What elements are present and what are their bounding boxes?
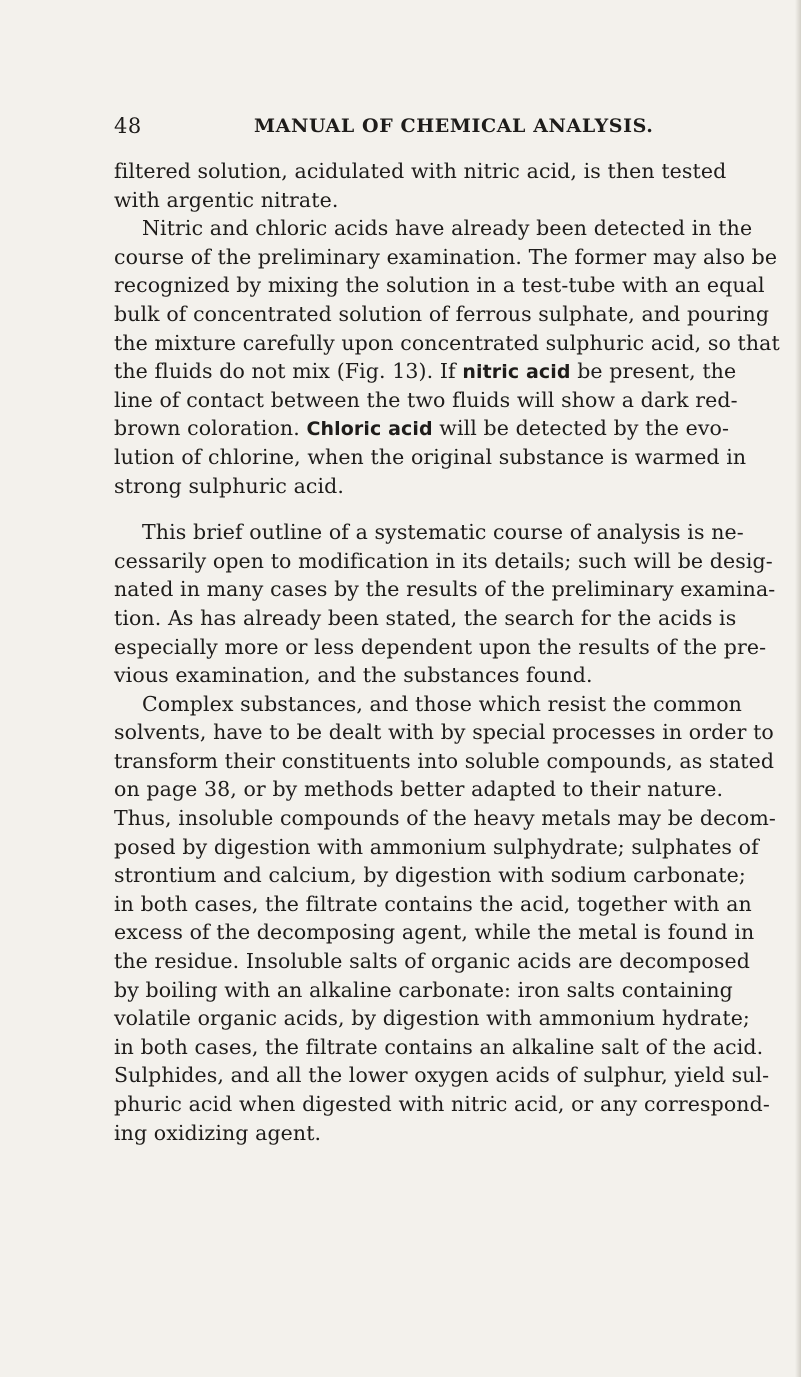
text-line-mixed (114, 357, 737, 386)
text-line: solvents, have to be dealt with by special processes in order to (114, 720, 774, 745)
text-line: Thus, insoluble compounds of the heavy metals may be decom- (114, 806, 776, 831)
text-line: in both cases, the filtrate contains the acid, together with an (114, 891, 752, 916)
text-line: vious examination, and the substances found. (114, 663, 593, 688)
page-header (114, 114, 704, 142)
text-line: the residue. Insoluble salts of organic acids are decomposed (114, 949, 750, 974)
text-line: strong sulphuric acid. (114, 473, 345, 498)
text-line: lution of chlorine, when the original substance is warmed in (114, 444, 747, 469)
paragraph-2 (114, 214, 780, 500)
text-line: This brief outline of a systematic course of analysis is ne- (142, 520, 744, 545)
text-line: recognized by mixing the solution in a test-tube with an equal (114, 273, 765, 298)
text-segment: brown coloration. (114, 416, 300, 441)
paragraph-4 (114, 690, 776, 1148)
text-segment: the fluids do not mix (Fig. 13). If (114, 359, 456, 384)
text-segment: will be detected by the evo- (439, 416, 730, 441)
body-text (114, 157, 780, 1147)
term-chloric-acid: Chloric acid (306, 418, 433, 441)
text-line-mixed (114, 414, 730, 443)
text-line: strontium and calcium, by digestion with sodium carbonate; (114, 863, 746, 888)
text-line: line of contact between the two fluids will show a dark red- (114, 387, 738, 412)
text-line: excess of the decomposing agent, while the metal is found in (114, 920, 755, 945)
text-line: transform their constituents into soluble compounds, as stated (114, 748, 775, 773)
text-line: phuric acid when digested with nitric acid, or any correspond- (114, 1092, 770, 1116)
text-line: bulk of concentrated solution of ferrous sulphate, and pouring (114, 301, 770, 326)
term-nitric-acid: nitric acid (462, 361, 571, 384)
text-line: posed by digestion with ammonium sulphydrate; sulphates of (114, 834, 759, 859)
text-line: in both cases, the filtrate contains an alkaline salt of the acid. (114, 1034, 764, 1059)
text-line: volatile organic acids, by digestion with ammonium hydrate; (114, 1006, 750, 1031)
text-line: by boiling with an alkaline carbonate: iron salts containing (114, 977, 733, 1002)
page-edge-shadow (795, 0, 801, 1377)
text-line: tion. As has already been stated, the search for the acids is (114, 605, 737, 630)
paragraph-1 (114, 157, 727, 214)
text-line: filtered solution, acidulated with nitric acid, is then tested (114, 159, 727, 183)
text-line: course of the preliminary examination. The former may also be (114, 244, 778, 269)
paragraph-3 (114, 518, 776, 690)
text-line: cessarily open to modification in its details; such will be desig- (114, 548, 773, 573)
paragraph-gap (114, 500, 708, 518)
text-line: Complex substances, and those which resist the common (142, 691, 742, 716)
text-line: ing oxidizing agent. (114, 1120, 322, 1145)
running-head-title: MANUAL OF CHEMICAL ANALYSIS. (254, 115, 654, 137)
page-number: 48 (114, 114, 142, 138)
text-line: nated in many cases by the results of the preliminary examina- (114, 577, 776, 602)
text-line: on page 38, or by methods better adapted to their nature. (114, 777, 724, 802)
text-line: with argentic nitrate. (114, 187, 339, 212)
text-line: Nitric and chloric acids have already been detected in the (142, 216, 753, 241)
text-line: especially more or less dependent upon the results of the pre- (114, 634, 767, 659)
text-line: the mixture carefully upon concentrated sulphuric acid, so that (114, 330, 780, 355)
text-segment: be present, the (577, 359, 737, 384)
text-line: Sulphides, and all the lower oxygen acids of sulphur, yield sul- (114, 1063, 770, 1088)
